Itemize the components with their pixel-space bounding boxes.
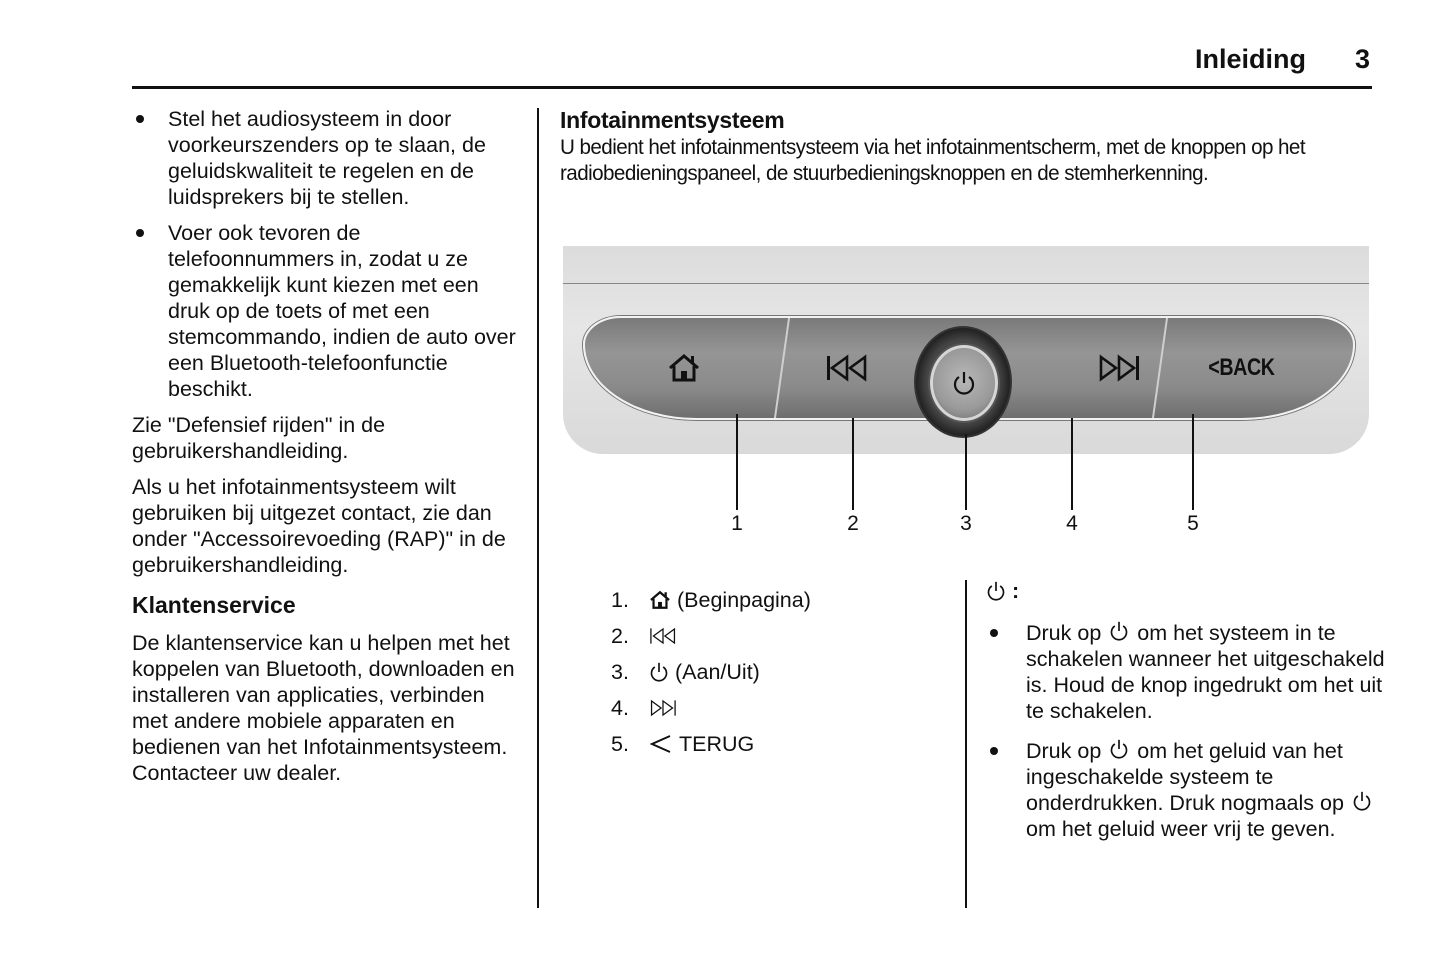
figure-legend xyxy=(611,582,811,762)
paragraph: De klantenservice kan u helpen met het koppelen van Bluetooth, downloaden en installeren van applicaties, verbinden met andere mobiele apparaten en bedienen van het Infotainmentsysteem. Contacteer uw dealer. xyxy=(132,631,515,785)
callout-number: 5 xyxy=(1187,512,1199,535)
right-column xyxy=(986,578,1386,856)
page-header xyxy=(132,40,1372,89)
paragraph: Als u het infotainmentsysteem wilt gebruiken bij uitgezet contact, zie dan onder "Accessoirevoeding (RAP)" in de gebruikershandleiding. xyxy=(132,475,506,577)
power-volume-knob[interactable] xyxy=(914,326,1012,438)
left-column xyxy=(132,106,522,796)
bullet-dot xyxy=(990,747,998,755)
panel-edge-line xyxy=(563,283,1369,284)
callout-line-4 xyxy=(1071,418,1073,510)
bullet-item: Druk op om het geluid van het ingeschakelde systeem te onderdrukken. Druk nogmaals op om het geluid weer vrij te geven. xyxy=(986,738,1386,842)
bullet-dot xyxy=(136,115,144,123)
callout-line-1 xyxy=(736,414,738,510)
callout-line-2 xyxy=(852,418,854,510)
intro-paragraph: U bedient het infotainmentsysteem via het infotainmentscherm, met de knoppen op het radiobedieningspaneel, de stuurbedieningsknoppen en de stemherkenning. xyxy=(560,135,1306,185)
bullet-item: Druk op om het systeem in te schakelen wanneer het uitgeschakeld is. Houd de knop ingedrukt om het uit te schakelen. xyxy=(986,620,1386,724)
callout-number: 1 xyxy=(731,512,743,535)
bullet-text: Voer ook tevoren de telefoonnummers in, zodat u ze gemakkelijk kunt kiezen met een druk op de toets of met een stemcommando, indien de auto over een Bluetooth-telefoonfunctie beschikt. xyxy=(168,221,516,401)
legend-item: 4. xyxy=(611,690,811,726)
legend-item: 3. (Aan/Uit) xyxy=(611,660,760,684)
page-number: 3 xyxy=(1354,44,1370,74)
power-icon xyxy=(649,661,669,683)
legend-item: 5. TERUG xyxy=(611,732,755,756)
bullet-dot xyxy=(990,629,998,637)
control-panel-figure xyxy=(563,246,1369,546)
legend-item: 2. xyxy=(611,618,811,654)
column-divider-left xyxy=(537,108,539,908)
home-icon xyxy=(667,353,701,383)
back-button[interactable] xyxy=(1161,318,1321,418)
back-chevron-icon xyxy=(649,732,673,756)
power-icon xyxy=(986,580,1006,602)
home-button[interactable] xyxy=(585,318,783,418)
home-icon xyxy=(649,589,671,611)
power-button[interactable] xyxy=(930,345,998,421)
power-icon xyxy=(1352,790,1372,812)
callout-number: 3 xyxy=(960,512,972,535)
bullet-dot xyxy=(136,229,144,237)
section-heading: Infotainmentsysteem xyxy=(560,107,785,133)
skip-forward-icon xyxy=(649,698,677,718)
section-title: Inleiding xyxy=(1195,44,1306,74)
skip-forward-icon xyxy=(1097,354,1141,382)
bullet-item xyxy=(132,106,522,210)
power-label: : xyxy=(986,578,1386,604)
callout-number: 2 xyxy=(847,512,859,535)
skip-back-icon xyxy=(649,626,677,646)
column-divider-right xyxy=(965,580,967,908)
bullet-text: Stel het audiosysteem in door voorkeurszenders op te slaan, de geluidskwaliteit te regelen en de luidsprekers bij te stellen. xyxy=(168,107,486,209)
bullet-item xyxy=(132,220,522,402)
callout-line-3 xyxy=(965,434,967,510)
callout-line-5 xyxy=(1192,414,1194,510)
power-icon xyxy=(1109,620,1129,642)
legend-item: 1. (Beginpagina) xyxy=(611,588,811,612)
skip-back-icon xyxy=(825,354,869,382)
power-icon xyxy=(1109,738,1129,760)
section-heading: Klantenservice xyxy=(132,592,296,618)
back-label: <BACK xyxy=(1207,354,1275,381)
paragraph: Zie "Defensief rijden" in de gebruikershandleiding. xyxy=(132,413,386,463)
middle-column xyxy=(560,106,1370,186)
power-icon xyxy=(952,370,976,396)
callout-number: 4 xyxy=(1066,512,1078,535)
